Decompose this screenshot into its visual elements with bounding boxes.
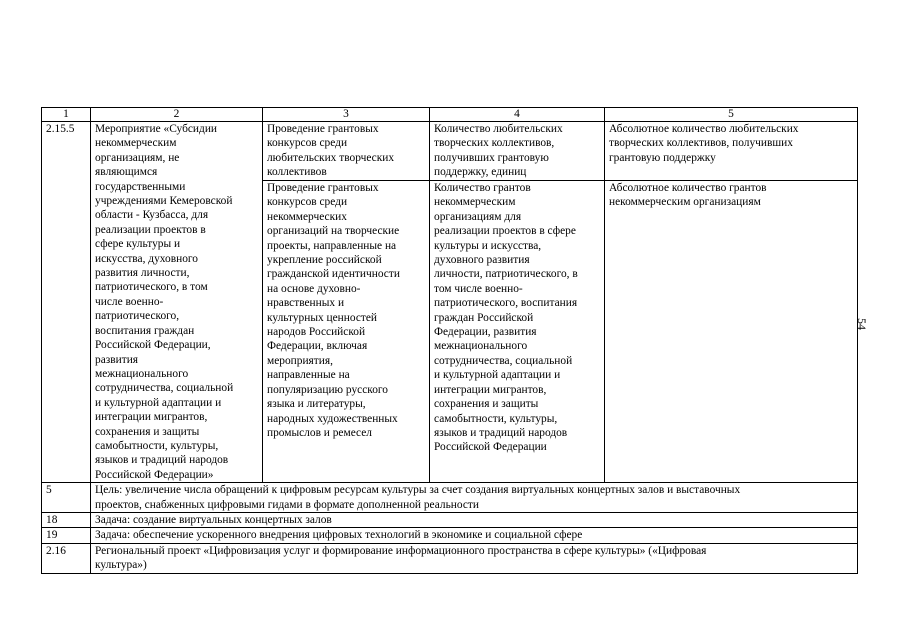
indicator-cell: Количество любительских творческих коллективов, получивших грантовую поддержку, единиц xyxy=(430,122,605,181)
task-text: Задача: создание виртуальных концертных залов xyxy=(91,512,858,527)
header-col-2: 2 xyxy=(91,108,263,122)
header-col-3: 3 xyxy=(263,108,430,122)
event-cell: Мероприятие «Субсидии некоммерческим организациям, не являющимся государственными учреждениями Кемеровской области - Кузбасса, для реализации проектов в сфере культуры и искусства, духовного развития личности, патриотического, в том числе военно- патриотического, воспитания граждан Российской Федерации, развития межнационального сотрудничества, социальной и культурной адаптации и интеграции мигрантов, сохранения и защиты самобытности, культуры, языков и традиций народов Российской Федерации» xyxy=(91,122,263,483)
row-number: 2.16 xyxy=(42,543,91,573)
program-table xyxy=(41,107,858,574)
table-row xyxy=(42,122,858,181)
task-row xyxy=(42,512,858,527)
project-text: Региональный проект «Цифровизация услуг и формирование информационного пространства в сфере культуры» («Цифровая культура») xyxy=(91,543,858,573)
project-row xyxy=(42,543,858,573)
action-cell: Проведение грантовых конкурсов среди любительских творческих коллективов xyxy=(263,122,430,181)
action-cell: Проведение грантовых конкурсов среди некоммерческих организаций на творческие проекты, направленные на укрепление российской гражданской идентичности на основе духовно- нравственных и культурных ценностей народов Российской Федерации, включая мероприятия, направленные на популяризацию русского языка и литературы, народных художественных промыслов и ремесел xyxy=(263,181,430,483)
page-number: 54 xyxy=(855,318,869,330)
header-col-4: 4 xyxy=(430,108,605,122)
row-number: 5 xyxy=(42,483,91,513)
header-col-1: 1 xyxy=(42,108,91,122)
row-number: 18 xyxy=(42,512,91,527)
task-row xyxy=(42,528,858,543)
header-col-5: 5 xyxy=(605,108,858,122)
goal-text: Цель: увеличение числа обращений к цифровым ресурсам культуры за счет создания виртуальных концертных залов и выставочных проектов, снабженных цифровыми гидами в формате дополненной реальности xyxy=(91,483,858,513)
indicator-cell: Количество грантов некоммерческим организациям для реализации проектов в сфере культуры и искусства, духовного развития личности, патриотического, в том числе военно- патриотического, воспитания граждан Российской Федерации, развития межнационального сотрудничества, социальной и культурной адаптации и интеграции мигрантов, сохранения и защиты самобытности, культуры, языков и традиций народов Российской Федерации xyxy=(430,181,605,483)
description-cell: Абсолютное количество грантов некоммерческим организациям xyxy=(605,181,858,483)
row-number: 19 xyxy=(42,528,91,543)
row-number: 2.15.5 xyxy=(42,122,91,483)
task-text: Задача: обеспечение ускоренного внедрения цифровых технологий в экономике и социальной сфере xyxy=(91,528,858,543)
description-cell: Абсолютное количество любительских творческих коллективов, получивших грантовую поддержку xyxy=(605,122,858,181)
goal-row xyxy=(42,483,858,513)
header-row xyxy=(42,108,858,122)
